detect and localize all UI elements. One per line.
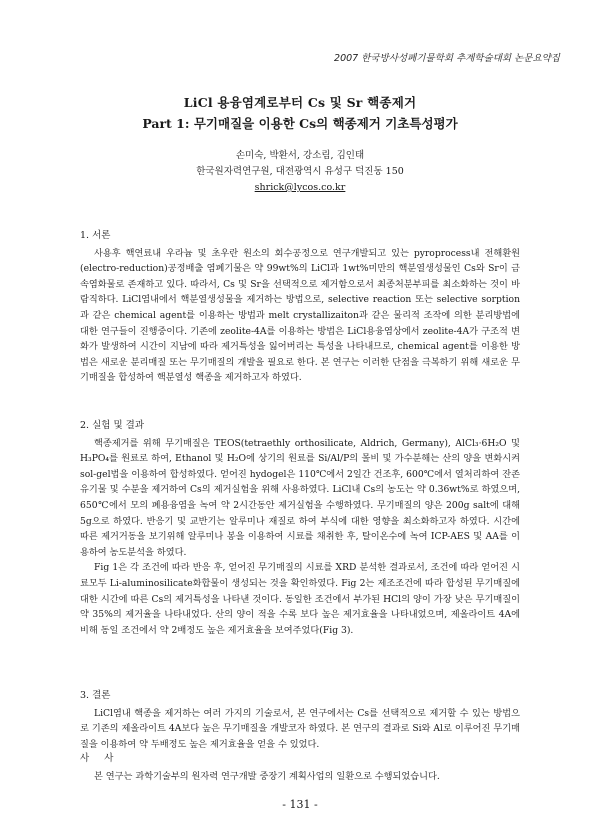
author-block [0,148,600,196]
author-affiliation: 한국원자력연구원, 대전광역시 유성구 덕진동 150 [196,166,404,177]
conference-header: 2007 한국방사성폐기물학회 추계학술대회 논문요약집 [334,53,560,64]
title-block [0,94,600,132]
author-email-link[interactable]: shrick@lycos.co.kr [254,182,346,193]
author-names: 손미숙, 박환서, 강소림, 김인태 [235,150,365,161]
paper-title: LiCl 용융염계로부터 Cs 및 Sr 핵종제거 [183,95,417,110]
page-number: - 131 - [282,798,318,811]
paper-subtitle: Part 1: 무기매질을 이용한 Cs의 핵종제거 기초특성평가 [142,116,458,131]
section-experiment [80,418,520,638]
section-paragraph: Fig 1은 각 조건에 따라 반응 후, 얻어진 무기매질의 시료를 XRD 분석한 결과로서, 조건에 따라 얻어진 시료모두 Li-aluminosilicate화합물이 생성되는 것을 확인하였다. Fig 2는 제조조건에 따라 합성된 무기매질에 대한 시간에 따른 Cs의 제거특성을 나타낸 것이다. 동일한 조건에서 부가된 HCl의 양이 가장 낮은 무기매질이 약 35%의 제거율을 나타내었다. 산의 양이 적을 수록 보다 높은 제거효율을 나타내었으며, 제올라이트 4A에 비해 동일 조건에서 약 2배정도 높은 제거효율을 보여주었다(Fig 3). [80,562,520,636]
section-paragraph: 사용후 핵연료내 우라늄 및 초우란 원소의 회수공정으로 연구개발되고 있는 pyroprocess내 전해환원(electro-reduction)공정배출 염폐기물은 약 99wt%의 LiCl과 1wt%미만의 핵분열생성물인 Cs와 Sr이 금속염화물로 존재하고 있다. 따라서, Cs 및 Sr을 선택적으로 제거함으로서 최종처분부피를 최소화하는 것이 바람직하다. LiCl염내에서 핵분열생성물을 제거하는 방법으로, selective reaction 또는 selective sorption과 같은 chemical agent를 이용하는 방법과 melt crystallizaiton과 같은 물리적 조작에 의한 분리방법에 대한 연구들이 진행중이다. 기존에 zeolite-4A를 이용하는 방법은 LiCl용융염상에서 zeolite-4A가 구조적 변화가 발생하여 시간이 지남에 따라 제거특성을 잃어버리는 특성을 나타내므로, chemical agent를 이용한 방법은 새로운 분리매질 또는 무기매질의 개발을 필요로 한다. 본 연구는 이러한 단점을 극복하기 위해 새로운 무기매질을 합성하여 핵분열성 핵종을 제거하고자 하였다. [80,247,520,384]
section-acknowledgment [80,751,520,784]
section-paragraph: 핵종제거를 위해 무기매질은 TEOS(tetraethly orthosilicate, Aldrich, Germany), AlCl₃·6H₂O 및 H₃PO₄를 원료로 하여, Ethanol 및 H₂O에 상기의 원료를 Si/Al/P의 몰비 및 가수분해는 산의 양을 변화시켜 sol-gel법을 이용하여 합성하였다. 얻어진 hydogel은 110℃에서 2일간 건조후, 600℃에서 열처리하여 잔존유기물 및 수분을 제거하여 Cs의 제거실험을 위해 사용하였다. LiCl내 Cs의 농도는 약 0.36wt%로 하였으며, 650℃에서 모의 폐용융염을 녹여 약 2시간동안 제거실험을 수행하였다. 무기매질의 양은 200g salt에 대해 5g으로 하였다. 반응기 및 교반기는 알루미나 재질로 하여 부식에 대한 영향을 최소화하고자 하였다. 시간에 따른 제거거동을 보기위해 알루미나 봉을 이용하여 시료를 채취한 후, 탈이온수에 녹여 ICP-AES 및 AA를 이용하여 농도분석을 하였다. [80,437,520,558]
section-introduction [80,228,520,386]
section-heading: 사 사 [80,753,120,764]
section-heading: 2. 실험 및 결과 [80,420,145,431]
section-heading: 1. 서론 [80,230,111,241]
section-conclusion [80,688,520,752]
section-paragraph: 본 연구는 과학기술부의 원자력 연구개발 중장기 계획사업의 일환으로 수행되었습니다. [94,770,440,782]
section-heading: 3. 결론 [80,690,111,701]
section-paragraph: LiCl염내 핵종을 제거하는 여러 가지의 기술로서, 본 연구에서는 Cs를 선택적으로 제거할 수 있는 방법으로 기존의 제올라이트 4A보다 높은 무기매질을 개발코자 하였다. 본 연구의 결과로 Si와 Al로 이루어진 무기매질을 이용하여 약 두배정도 높은 제거효율을 얻을 수 있었다. [80,707,520,750]
